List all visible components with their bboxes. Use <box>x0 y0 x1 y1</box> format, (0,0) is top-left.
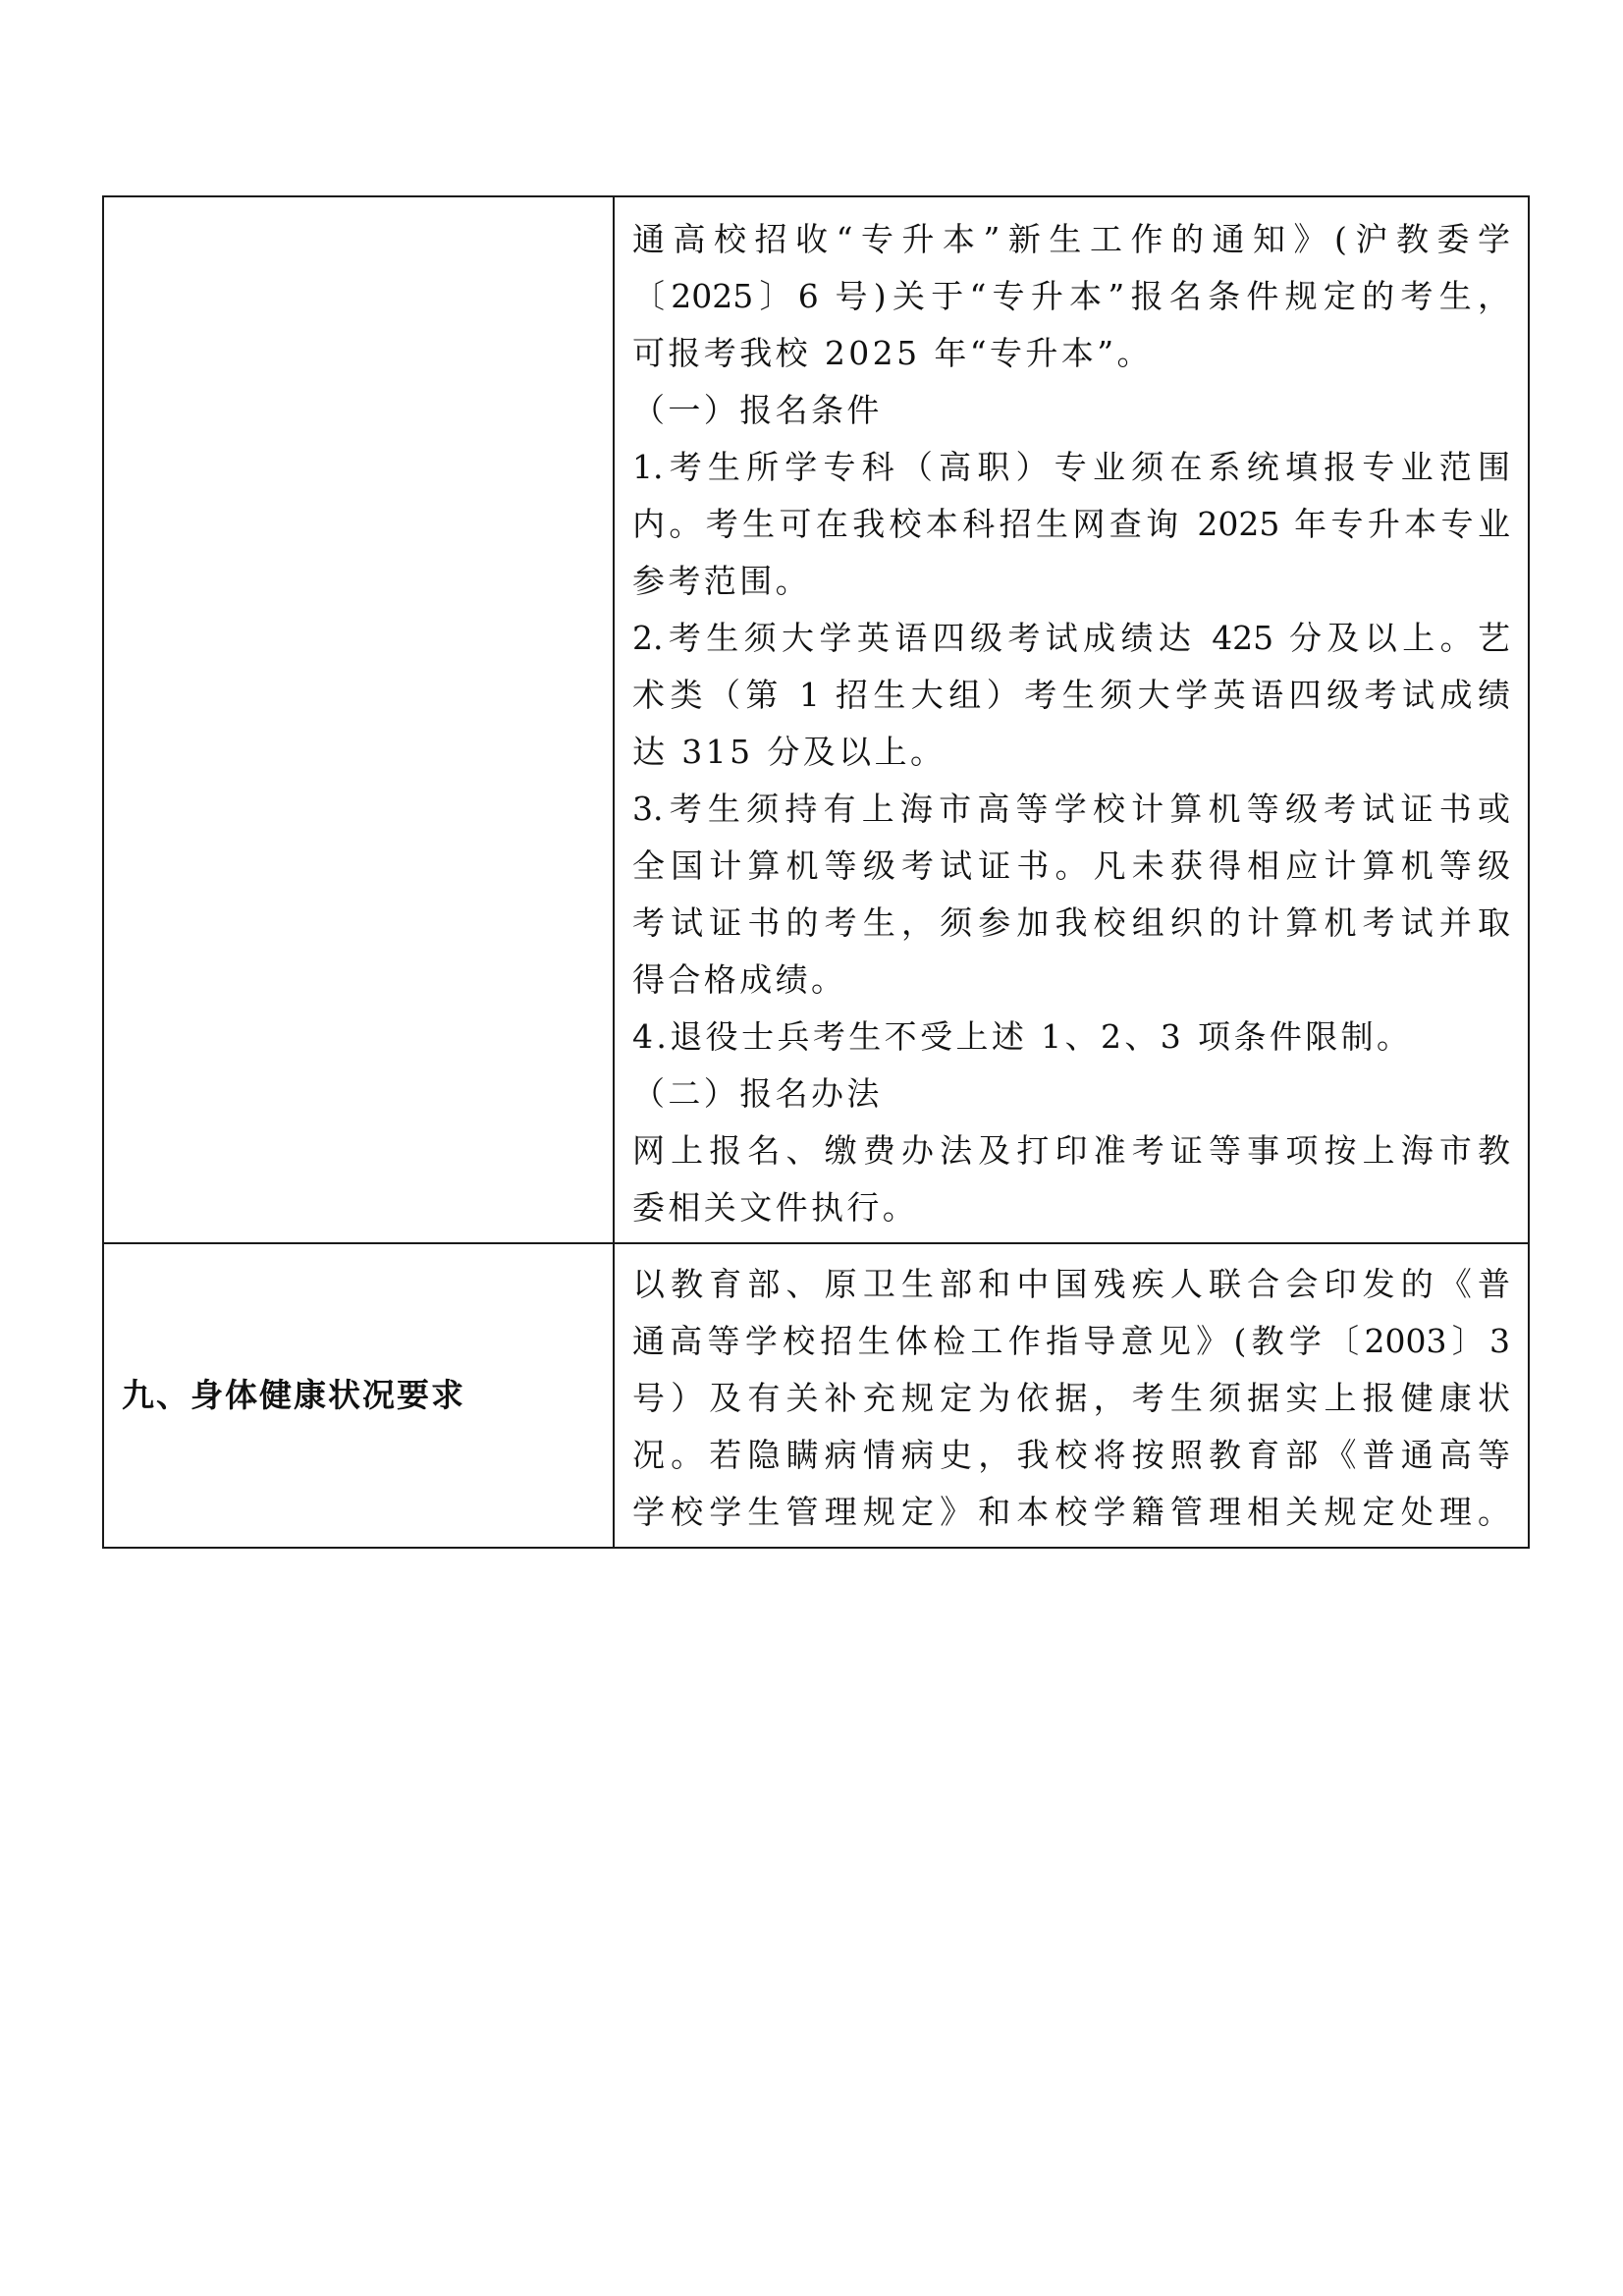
row2-label-cell <box>103 1243 614 1548</box>
text-line: 通高等学校招生体检工作指导意见》(教学〔2003〕3 <box>632 1322 1510 1360</box>
text-line: 3.考生须持有上海市高等学校计算机等级考试证书或 <box>632 790 1510 828</box>
text-line: 1.考生所学专科（高职）专业须在系统填报专业范围 <box>632 448 1510 486</box>
row1-label-cell <box>103 196 614 1243</box>
text-line: 网上报名、缴费办法及打印准考证等事项按上海市教 <box>632 1131 1510 1170</box>
text-line: 内。考生可在我校本科招生网查询 2025 年专升本专业 <box>632 505 1510 543</box>
text-line: 得合格成绩。 <box>632 960 847 999</box>
registration-text <box>615 197 1528 1242</box>
subsection-heading-method: （二）报名办法 <box>632 1074 883 1113</box>
text-line: 学校学生管理规定》和本校学籍管理相关规定处理。 <box>632 1493 1510 1531</box>
text-line: 委相关文件执行。 <box>632 1188 919 1227</box>
text-line: 4.退役士兵考生不受上述 1、2、3 项条件限制。 <box>632 1017 1413 1056</box>
text-line: 通高校招收“专升本”新生工作的通知》(沪教委学 <box>632 220 1510 258</box>
subsection-heading-conditions: （一）报名条件 <box>632 391 883 429</box>
text-line: 2.考生须大学英语四级考试成绩达 425 分及以上。艺 <box>632 619 1510 657</box>
table-row-registration <box>103 196 1529 1243</box>
requirements-table <box>102 195 1530 1549</box>
text-line: 况。若隐瞒病情病史，我校将按照教育部《普通高等 <box>632 1436 1510 1474</box>
text-line: 〔2025〕6 号)关于“专升本”报名条件规定的考生， <box>632 277 1510 315</box>
text-line: 以教育部、原卫生部和中国残疾人联合会印发的《普 <box>632 1265 1510 1303</box>
text-line: 全国计算机等级考试证书。凡未获得相应计算机等级 <box>632 847 1510 885</box>
text-line: 考试证书的考生，须参加我校组织的计算机考试并取 <box>632 903 1510 942</box>
text-line: 术类（第 1 招生大组）考生须大学英语四级考试成绩 <box>632 676 1510 714</box>
row1-content-cell <box>614 196 1529 1243</box>
text-line: 可报考我校 2025 年“专升本”。 <box>632 334 1153 372</box>
health-text <box>615 1244 1528 1547</box>
text-line: 达 315 分及以上。 <box>632 733 947 771</box>
table-row-health <box>103 1243 1529 1548</box>
text-line: 号）及有关补充规定为依据，考生须据实上报健康状 <box>632 1379 1510 1417</box>
row2-content-cell <box>614 1243 1529 1548</box>
text-line: 参考范围。 <box>632 562 811 600</box>
section-label-health: 九、身体健康状况要求 <box>122 1376 465 1414</box>
